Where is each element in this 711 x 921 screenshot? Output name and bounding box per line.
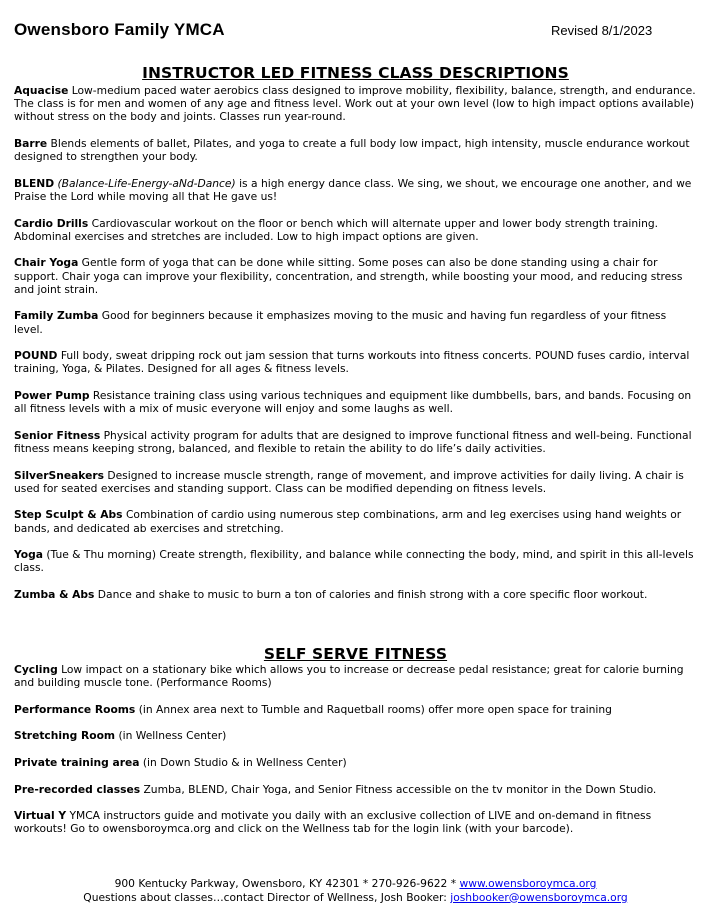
class-entry bbox=[14, 84, 698, 124]
email-link[interactable]: joshbooker@owensboroymca.org bbox=[450, 890, 628, 904]
page-header bbox=[14, 20, 711, 42]
section-title-self-serve: SELF SERVE FITNESS bbox=[263, 645, 448, 663]
class-name: Step Sculpt & Abs bbox=[14, 508, 123, 522]
class-entry bbox=[14, 783, 698, 796]
class-entry bbox=[14, 389, 698, 415]
class-name: Cardio Drills bbox=[14, 216, 89, 230]
class-name: Barre bbox=[14, 137, 48, 150]
class-description: Gentle form of yoga that can be done while sitting. Some poses can also be done standing using a chair for support. Chair yoga can improve your flexibility, concentration, and strength, while boosting your mood, and reducing stress and joint strain. bbox=[14, 256, 683, 296]
class-description: (in Wellness Center) bbox=[115, 729, 227, 743]
class-entry bbox=[14, 756, 698, 769]
class-description: Dance and shake to music to burn a ton of calories and finish strong with a core specific floor workout. bbox=[94, 587, 648, 601]
class-description: Resistance training class using various techniques and equipment like dumbbells, bars, and bands. Focusing on all fitness levels with a mix of music everyone will enjoy and some laughs as well. bbox=[14, 388, 692, 416]
footer-contact: Questions about classes…contact Director of Wellness, Josh Booker: bbox=[83, 890, 451, 904]
class-name: Pre-recorded classes bbox=[14, 782, 141, 796]
class-name: Stretching Room bbox=[14, 729, 116, 743]
class-name: Private training area bbox=[14, 755, 140, 769]
footer-address-line bbox=[0, 877, 711, 891]
class-description: Zumba, BLEND, Chair Yoga, and Senior Fitness accessible on the tv monitor in the Down Studio. bbox=[140, 782, 657, 796]
class-entry bbox=[14, 588, 698, 601]
section-title-instructor-led: INSTRUCTOR LED FITNESS CLASS DESCRIPTIONS bbox=[142, 64, 569, 82]
class-entry bbox=[14, 309, 698, 335]
class-entry bbox=[14, 469, 698, 495]
self-serve-list bbox=[14, 663, 698, 849]
class-entry bbox=[14, 508, 698, 534]
class-entry bbox=[14, 217, 698, 243]
class-description: Designed to increase muscle strength, range of movement, and improve activities for daily living. A chair is used for seated exercises and standing support. Class can be modified depending on fitness levels. bbox=[14, 468, 684, 495]
class-description: Good for beginners because it emphasizes moving to the music and having fun regardless of your fitness level. bbox=[14, 309, 667, 336]
class-entry bbox=[14, 349, 698, 375]
class-entry bbox=[14, 548, 698, 574]
class-description: Low impact on a stationary bike which allows you to increase or decrease pedal resistance; great for calorie burning and building muscle tone. (Performance Rooms) bbox=[14, 663, 684, 690]
class-entry bbox=[14, 137, 698, 163]
class-description: (in Down Studio & in Wellness Center) bbox=[139, 755, 347, 769]
class-description: Low-medium paced water aerobics class designed to improve mobility, flexibility, balance, strength, and endurance. The class is for men and women of any age and fitness level. Work out at your own level (low to high impact options available) without stress on the body and joints. Classes run year-round. bbox=[14, 84, 696, 124]
class-name: Family Zumba bbox=[14, 309, 99, 323]
class-entry bbox=[14, 177, 698, 203]
class-description: Cardiovascular workout on the floor or bench which will alternate upper and lower body strength training. Abdominal exercises and stretches are included. Low to high impact options are given. bbox=[14, 216, 659, 243]
class-entry bbox=[14, 809, 698, 835]
class-entry bbox=[14, 703, 698, 716]
class-name: Zumba & Abs bbox=[14, 587, 95, 601]
class-subtitle: (Balance-Life-Energy-aNd-Dance) bbox=[54, 176, 236, 190]
instructor-led-class-list bbox=[14, 84, 698, 615]
class-description: Physical activity program for adults that are designed to improve functional fitness and well-being. Functional fitness means keeping strong, balanced, and flexible to retain the ability to do life’s daily activities. bbox=[14, 428, 692, 455]
class-description: (in Annex area next to Tumble and Raquetball rooms) offer more open space for training bbox=[135, 702, 612, 716]
class-description: Full body, sweat dripping rock out jam session that turns workouts into fitness concerts. POUND fuses cardio, interval training, Yoga, & Pilates. Designed for all ages & fitness levels. bbox=[14, 349, 690, 376]
class-description: Combination of cardio using numerous step combinations, arm and leg exercises using hand weights or bands, and dedicated ab exercises and stretching. bbox=[14, 508, 682, 535]
class-description: Blends elements of ballet, Pilates, and yoga to create a full body low impact, high intensity, muscle endurance workout designed to strengthen your body. bbox=[14, 137, 690, 164]
class-entry bbox=[14, 256, 698, 296]
class-name: Yoga bbox=[14, 548, 43, 562]
revised-date: Revised 8/1/2023 bbox=[551, 23, 653, 38]
footer-address: 900 Kentucky Parkway, Owensboro, KY 42301 * 270-926-9622 * bbox=[114, 877, 460, 890]
class-description: (Tue & Thu morning) Create strength, flexibility, and balance while connecting the body, mind, and spirit in this all-levels class. bbox=[14, 548, 694, 575]
class-entry bbox=[14, 429, 698, 455]
page-footer bbox=[0, 877, 711, 904]
class-name: Aquacise bbox=[14, 84, 69, 97]
class-entry bbox=[14, 729, 698, 742]
class-name: Chair Yoga bbox=[14, 256, 79, 270]
class-entry bbox=[14, 663, 698, 689]
class-description: is a high energy dance class. We sing, we shout, we encourage one another, and we Praise the Lord while moving all that He gave us! bbox=[14, 176, 692, 203]
footer-contact-line bbox=[0, 891, 711, 905]
class-description: YMCA instructors guide and motivate you daily with an exclusive collection of LIVE and on-demand in fitness workouts! Go to owensboroymca.org and click on the Wellness tab for the login link (with your barcode). bbox=[14, 809, 652, 836]
class-name: Cycling bbox=[14, 663, 58, 676]
class-name: POUND bbox=[14, 349, 58, 363]
class-name: Virtual Y bbox=[14, 809, 67, 823]
class-name: BLEND bbox=[14, 176, 55, 190]
class-name: Senior Fitness bbox=[14, 428, 101, 442]
class-name: Power Pump bbox=[14, 388, 90, 402]
website-link[interactable]: www.owensboroymca.org bbox=[459, 877, 597, 890]
class-name: Performance Rooms bbox=[14, 702, 136, 716]
class-name: SilverSneakers bbox=[14, 468, 104, 482]
organization-name: Owensboro Family YMCA bbox=[14, 20, 225, 39]
